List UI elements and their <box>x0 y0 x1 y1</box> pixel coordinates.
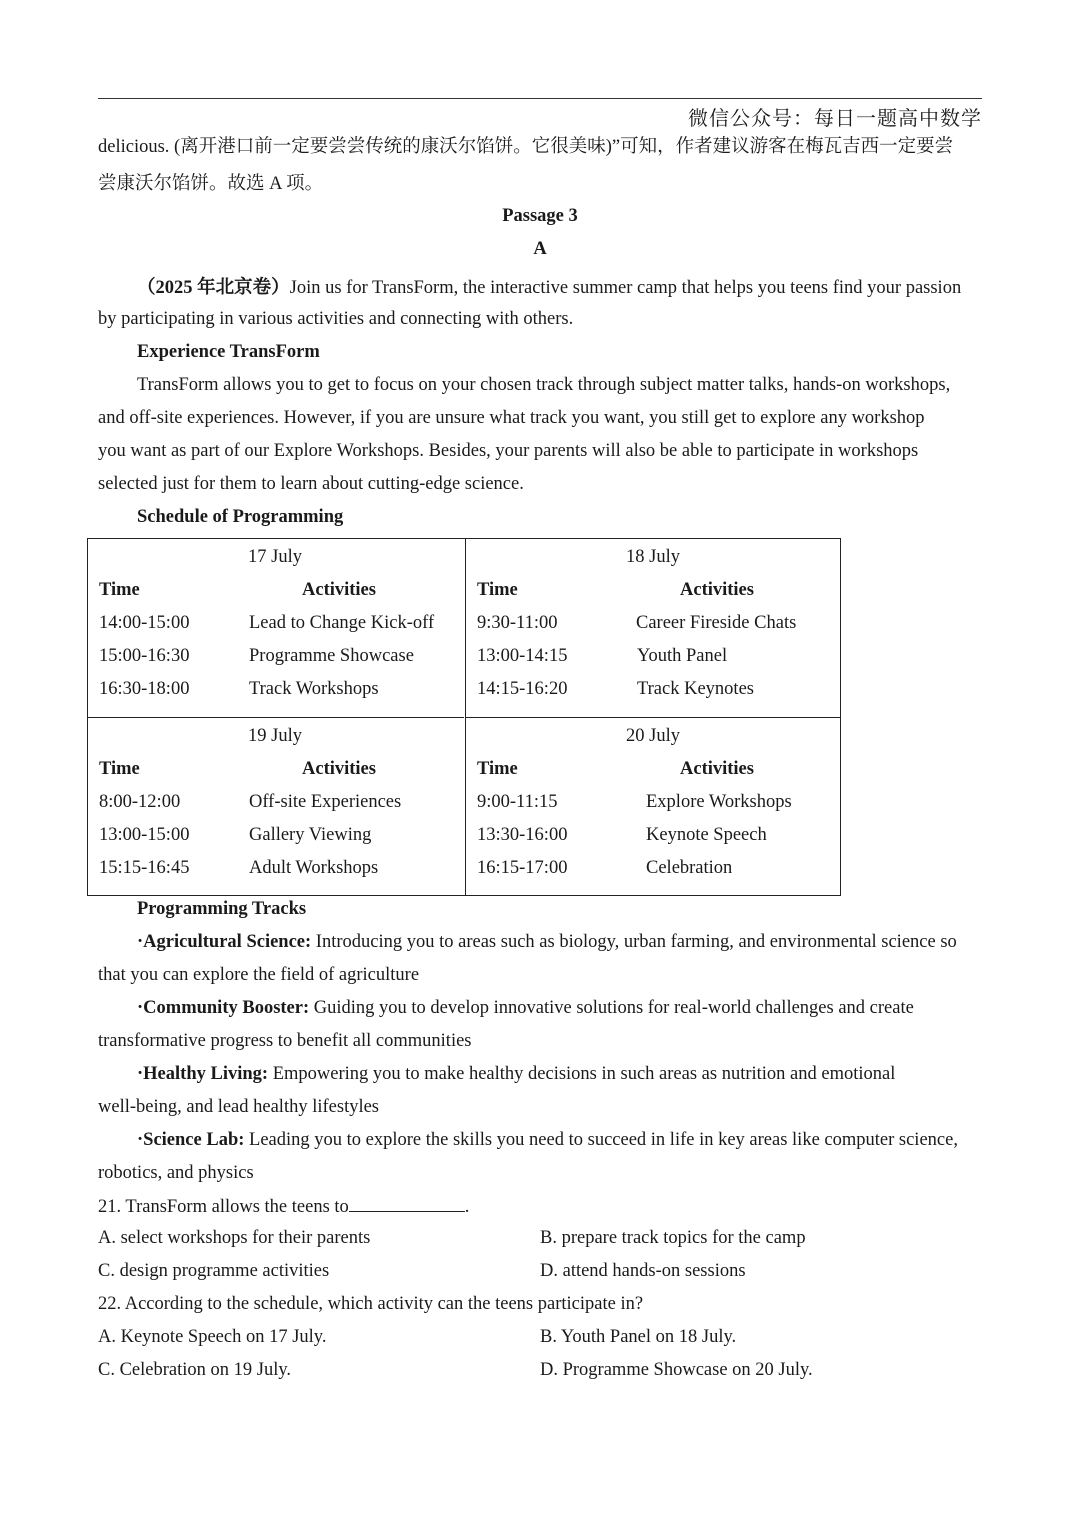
answer-blank <box>349 1195 465 1212</box>
day-date: 17 July <box>248 547 302 567</box>
option-a: A. Keynote Speech on 17 July. <box>98 1327 327 1347</box>
time-header: Time <box>99 759 140 779</box>
row-time: 14:00-15:00 <box>99 613 190 633</box>
day-date: 20 July <box>626 726 680 746</box>
activities-header: Activities <box>680 580 754 600</box>
track-item-cont: transformative progress to benefit all communities <box>98 1031 472 1051</box>
row-time: 14:15-16:20 <box>477 679 568 699</box>
track-text: Leading you to explore the skills you need to succeed in life in key areas like computer science, <box>244 1130 958 1150</box>
time-header: Time <box>99 580 140 600</box>
schedule-table <box>87 538 841 896</box>
row-activity: Keynote Speech <box>646 825 767 845</box>
experience-heading: Experience TransForm <box>137 342 320 362</box>
row-activity: Career Fireside Chats <box>636 613 797 633</box>
paragraph-1-line-1 <box>137 273 961 299</box>
option-c: C. Celebration on 19 July. <box>98 1360 292 1380</box>
header-watermark: 微信公众号：每日一题高中数学 <box>688 106 982 130</box>
row-activity: Programme Showcase <box>249 646 414 666</box>
activities-header: Activities <box>302 580 376 600</box>
passage-title: Passage 3 <box>502 206 578 226</box>
option-d: D. Programme Showcase on 20 July. <box>540 1360 813 1380</box>
option-b: B. prepare track topics for the camp <box>540 1228 806 1248</box>
schedule-row <box>477 792 792 813</box>
track-text: Introducing you to areas such as biology, urban farming, and environmental science so <box>311 932 957 952</box>
row-activity: Track Workshops <box>249 679 379 699</box>
schedule-heading: Schedule of Programming <box>137 507 344 527</box>
row-time: 13:30-16:00 <box>477 825 568 845</box>
row-activity: Explore Workshops <box>646 792 792 812</box>
option-a: A. select workshops for their parents <box>98 1228 371 1248</box>
row-time: 8:00-12:00 <box>99 792 181 812</box>
day-date: 18 July <box>626 547 680 567</box>
row-activity: Track Keynotes <box>637 679 754 699</box>
row-activity: Youth Panel <box>637 646 728 666</box>
row-time: 15:15-16:45 <box>99 858 190 878</box>
track-item <box>137 1064 895 1085</box>
row-time: 9:30-11:00 <box>477 613 558 633</box>
track-name: ·Agricultural Science: <box>137 932 312 952</box>
row-activity: Gallery Viewing <box>249 825 372 845</box>
question-21-stem <box>98 1195 469 1218</box>
intro-line-2: 尝康沃尔馅饼。故选 A 项。 <box>98 174 324 194</box>
time-header: Time <box>477 759 518 779</box>
track-name: ·Healthy Living: <box>137 1064 269 1084</box>
track-name: ·Science Lab: <box>137 1130 245 1150</box>
schedule-row <box>99 792 401 813</box>
schedule-row <box>477 646 727 667</box>
schedule-row <box>99 825 371 846</box>
track-text: Empowering you to make healthy decisions in such areas as nutrition and emotional <box>268 1064 896 1084</box>
row-activity: Celebration <box>646 858 733 878</box>
day-date: 19 July <box>248 726 302 746</box>
activities-header: Activities <box>302 759 376 779</box>
schedule-row <box>99 679 379 700</box>
schedule-day-cell <box>465 717 841 895</box>
schedule-row <box>99 613 434 634</box>
track-name: ·Community Booster: <box>137 998 310 1018</box>
intro-line-1: delicious. (离开港口前一定要尝尝传统的康沃尔馅饼。它很美味)”可知，作者建议游客在梅瓦吉西一定要尝 <box>98 137 954 157</box>
tracks-heading: Programming Tracks <box>137 899 307 919</box>
experience-line-3: you want as part of our Explore Workshops. Besides, your parents will also be able to participate in workshops <box>98 441 919 461</box>
header-rule <box>98 98 982 99</box>
row-activity: Lead to Change Kick-off <box>249 613 435 633</box>
question-stem: 21. TransForm allows the teens to <box>98 1197 349 1217</box>
track-item <box>137 998 914 1019</box>
activities-header: Activities <box>680 759 754 779</box>
schedule-day-cell <box>465 539 841 717</box>
time-header: Time <box>477 580 518 600</box>
source-label: （2025 年北京卷） <box>137 278 290 298</box>
experience-line-2: and off-site experiences. However, if you are unsure what track you want, you still get to explore any workshop <box>98 408 925 428</box>
track-item-cont: well-being, and lead healthy lifestyles <box>98 1097 380 1117</box>
row-activity: Off-site Experiences <box>249 792 402 812</box>
paragraph-1-text-1: Join us for TransForm, the interactive summer camp that helps you teens find your passion <box>289 278 962 298</box>
schedule-row <box>477 825 767 846</box>
option-c: C. design programme activities <box>98 1261 330 1281</box>
schedule-row <box>477 679 754 700</box>
question-22-stem: 22. According to the schedule, which activity can the teens participate in? <box>98 1294 644 1314</box>
track-item <box>137 932 957 953</box>
paragraph-1-line-2: by participating in various activities and connecting with others. <box>98 309 574 329</box>
row-time: 15:00-16:30 <box>99 646 190 666</box>
track-text: Guiding you to develop innovative solutions for real-world challenges and create <box>309 998 914 1018</box>
passage-subtitle: A <box>533 239 547 259</box>
row-time: 16:15-17:00 <box>477 858 568 878</box>
question-stem-end: . <box>464 1197 470 1217</box>
schedule-day-cell <box>88 539 464 717</box>
row-time: 13:00-15:00 <box>99 825 190 845</box>
schedule-row <box>99 646 414 667</box>
row-activity: Adult Workshops <box>249 858 379 878</box>
track-item-cont: robotics, and physics <box>98 1163 254 1183</box>
schedule-row <box>477 613 796 634</box>
schedule-row <box>477 858 732 879</box>
row-time: 16:30-18:00 <box>99 679 190 699</box>
experience-line-4: selected just for them to learn about cutting-edge science. <box>98 474 524 494</box>
option-d: D. attend hands-on sessions <box>540 1261 746 1281</box>
experience-line-1: TransForm allows you to get to focus on your chosen track through subject matter talks, hands-on workshops, <box>137 375 951 395</box>
schedule-row <box>99 858 378 879</box>
option-b: B. Youth Panel on 18 July. <box>540 1327 737 1347</box>
row-time: 13:00-14:15 <box>477 646 568 666</box>
track-item <box>137 1130 958 1151</box>
track-item-cont: that you can explore the field of agriculture <box>98 965 420 985</box>
schedule-day-cell <box>88 717 464 895</box>
row-time: 9:00-11:15 <box>477 792 558 812</box>
